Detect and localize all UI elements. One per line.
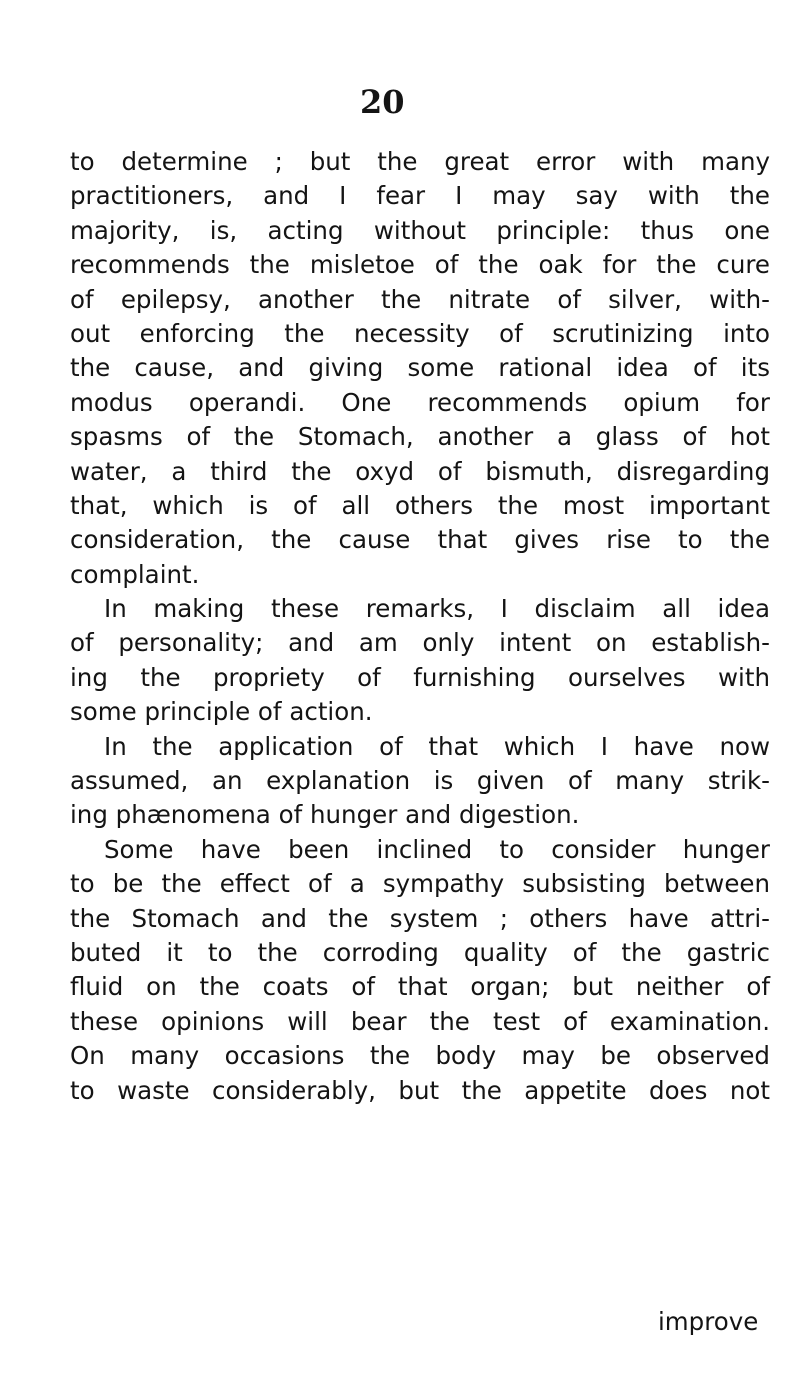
text-line: out enforcing the necessity of scrutinizing into	[70, 318, 770, 348]
page-number: 20	[360, 83, 405, 121]
text-line: buted it to the corroding quality of the gastric	[70, 937, 770, 967]
text-line: Some have been inclined to consider hunger	[104, 834, 770, 864]
text-line: practitioners, and I fear I may say with the	[70, 181, 770, 211]
text-line: to be the effect of a sympathy subsisting between	[70, 869, 770, 899]
text-line: majority, is, acting without principle: thus one	[70, 215, 770, 245]
body-text	[70, 145, 770, 1108]
catchword: improve	[658, 1307, 759, 1336]
text-line: to determine ; but the great error with many	[70, 147, 770, 176]
text-line: modus operandi. One recommends opium for	[70, 387, 770, 417]
text-line: spasms of the Stomach, another a glass of hot	[70, 422, 770, 452]
text-line: these opinions will bear the test of examination.	[70, 1006, 770, 1036]
text-line: that, which is of all others the most important	[70, 490, 770, 520]
text-line: ing phænomena of hunger and digestion.	[70, 800, 580, 830]
text-line: the cause, and giving some rational idea of its	[70, 353, 770, 383]
text-line: water, a third the oxyd of bismuth, disregarding	[70, 456, 770, 486]
text-line: the Stomach and the system ; others have attri-	[70, 903, 770, 933]
text-line: of personality; and am only intent on establish-	[70, 628, 770, 658]
text-line: to waste considerably, but the appetite does not	[70, 1075, 770, 1105]
text-line: On many occasions the body may be observed	[70, 1041, 770, 1071]
text-line: of epilepsy, another the nitrate of silver, with-	[70, 284, 770, 314]
text-line: consideration, the cause that gives rise to the	[70, 525, 770, 555]
text-line: recommends the misletoe of the oak for the cure	[70, 250, 770, 280]
text-line: some principle of action.	[70, 697, 373, 727]
text-line: complaint.	[70, 559, 200, 589]
text-line: In the application of that which I have now	[104, 731, 770, 761]
text-line: assumed, an explanation is given of many strik-	[70, 766, 770, 796]
text-line: fluid on the coats of that organ; but neither of	[70, 972, 770, 1002]
text-line: In making these remarks, I disclaim all idea	[104, 594, 770, 624]
text-line: ing the propriety of furnishing ourselves with	[70, 662, 770, 692]
